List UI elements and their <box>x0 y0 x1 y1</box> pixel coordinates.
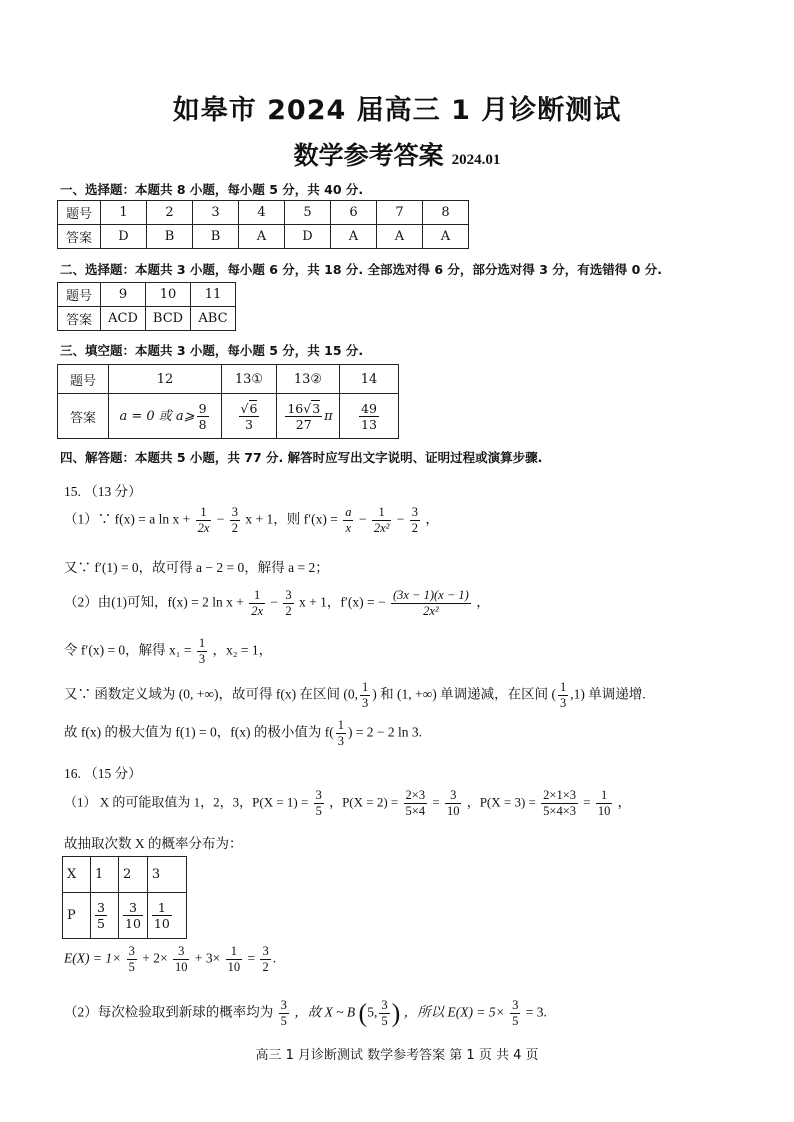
denominator: 10 <box>153 916 170 931</box>
numerator: 3 <box>173 944 190 960</box>
answer-cell: A <box>377 225 423 249</box>
question-number: 9 <box>101 283 146 307</box>
fraction <box>123 900 143 931</box>
table-row <box>58 201 469 225</box>
section-2-heading: 二、选择题：本题共 3 小题，每小题 6 分，共 18 分. 全部选对得 6 分，部分选对得 3 分，有选错得 0 分. <box>60 262 662 277</box>
fraction <box>445 788 462 819</box>
text: = 3. <box>525 1004 547 1020</box>
denominator: 2x² <box>373 521 390 535</box>
radicand: 3 <box>312 400 321 416</box>
q16-line-2: 故抽取次数 X 的概率分布为： <box>64 836 243 851</box>
denominator: 10 <box>227 960 241 974</box>
section-3-answer-table <box>57 364 399 439</box>
row-label: 答案 <box>58 394 109 439</box>
denominator: 5 <box>128 960 135 974</box>
table-row <box>58 307 236 331</box>
q16-line-1 <box>64 788 631 819</box>
text: . <box>272 950 277 966</box>
numerator: 2×1×3 <box>543 788 576 802</box>
fraction <box>379 998 389 1029</box>
table-cell <box>147 893 186 939</box>
question-number: 5 <box>285 201 331 225</box>
q16-line-4 <box>64 998 547 1029</box>
page-title: 如皋市 2024 届高三 1 月诊断测试 <box>172 95 622 126</box>
row-label: 答案 <box>58 307 101 331</box>
numerator: 3 <box>445 788 462 804</box>
text: ) = 2 − 2 ln 3. <box>347 724 423 740</box>
numerator: a <box>345 505 352 519</box>
answer-cell: D <box>285 225 331 249</box>
numerator: 9 <box>198 400 207 416</box>
numerator: 3 <box>123 900 143 916</box>
text: − <box>216 511 225 527</box>
text: = <box>432 794 440 810</box>
table-cell <box>119 893 148 939</box>
denominator: 3 <box>337 734 344 748</box>
q15-label: 15. （13 分） <box>64 484 142 499</box>
numerator: 16√3 <box>287 400 321 416</box>
fraction <box>95 900 107 931</box>
pi-symbol: π <box>324 408 333 424</box>
numerator: 1 <box>361 680 369 694</box>
denominator: 13 <box>361 416 377 432</box>
answer-cell: D <box>101 225 147 249</box>
fraction <box>239 401 260 432</box>
section-2-answer-table <box>57 282 236 331</box>
denominator: x <box>345 521 352 535</box>
denominator: 5 <box>315 804 322 818</box>
fraction <box>260 944 270 975</box>
subtitle-text: 数学参考答案 <box>293 141 444 170</box>
numerator: 49 <box>361 400 377 416</box>
q15-line-1 <box>64 505 439 536</box>
table-row <box>58 394 399 439</box>
text: ，所以 E(X) = 5× <box>403 1004 505 1020</box>
question-number: 7 <box>377 201 423 225</box>
question-number: 6 <box>331 201 377 225</box>
question-number: 11 <box>191 283 236 307</box>
q15-line-4 <box>64 636 272 667</box>
table-cell: 2 <box>119 857 148 893</box>
numerator: 3 <box>315 788 322 802</box>
answer-cell: A <box>423 225 469 249</box>
denominator: 2x² <box>423 604 439 618</box>
fraction <box>127 944 137 975</box>
text: 故 f(x) 的极大值为 f(1) = 0，f(x) 的极小值为 f( <box>64 724 334 740</box>
fraction <box>152 900 172 931</box>
table-cell: 1 <box>91 857 119 893</box>
denominator: 8 <box>198 416 207 432</box>
denominator: 2x <box>251 604 264 618</box>
numerator: 1 <box>559 680 567 694</box>
answer-text: a = 0 或 a⩾ <box>119 408 195 424</box>
answer-cell-13a <box>222 394 277 439</box>
q15-line-2: 又∵ f′(1) = 0，故可得 a − 2 = 0，解得 a = 2； <box>64 560 329 575</box>
fraction <box>173 944 190 975</box>
text: ，P(X = 2) = <box>329 794 399 810</box>
denominator: 2 <box>411 521 418 535</box>
text: ， <box>425 511 439 527</box>
text: − <box>396 511 405 527</box>
text: ,1) 单调递增. <box>570 686 646 702</box>
numerator: (3x − 1)(x − 1) <box>392 588 469 602</box>
table-row <box>58 365 399 394</box>
answer-cell: A <box>331 225 377 249</box>
right-paren: ) <box>391 998 401 1028</box>
fraction <box>196 505 212 536</box>
question-number: 8 <box>423 201 469 225</box>
fraction <box>404 788 428 819</box>
denominator: 5×4 <box>405 804 426 818</box>
table-cell: P <box>63 893 91 939</box>
denominator: 2x <box>197 521 210 535</box>
fraction <box>230 505 240 536</box>
numerator: 3 <box>97 900 105 915</box>
text: ，故 X ~ B <box>294 1004 356 1020</box>
answer-cell: A <box>239 225 285 249</box>
answer-cell: B <box>193 225 239 249</box>
text: （2）每次检验取到新球的概率均为 <box>64 1004 274 1020</box>
text: = <box>583 794 591 810</box>
denominator: 5×4×3 <box>543 804 576 818</box>
text: x + 1，则 f′(x) = <box>245 511 338 527</box>
numerator: 3 <box>128 944 135 958</box>
question-number: 2 <box>147 201 193 225</box>
denominator: 2 <box>262 960 269 974</box>
fraction <box>249 588 265 619</box>
fraction <box>343 505 353 536</box>
table-row <box>58 225 469 249</box>
text: （2）由(1)可知，f(x) = 2 ln x + <box>64 594 244 610</box>
q16-expectation <box>64 944 276 975</box>
text: = <box>247 950 256 966</box>
answer-cell-13b <box>277 394 340 439</box>
table-cell: 3 <box>147 857 186 893</box>
page-subtitle <box>0 136 794 172</box>
text: 5, <box>367 1004 378 1020</box>
text: ， <box>476 594 490 610</box>
fraction <box>360 680 370 711</box>
question-number: 3 <box>193 201 239 225</box>
numerator: 1 <box>226 944 243 960</box>
denominator: 27 <box>295 416 312 432</box>
fraction <box>391 588 471 619</box>
question-number: 10 <box>146 283 191 307</box>
denominator: 10 <box>174 960 188 974</box>
text: + 3× <box>194 950 221 966</box>
numerator: 1 <box>152 900 172 916</box>
row-label: 题号 <box>58 283 101 307</box>
page-footer: 高三 1 月诊断测试 数学参考答案 第 1 页 共 4 页 <box>255 1048 539 1063</box>
radicand: 6 <box>249 400 258 416</box>
section-1-answer-table <box>57 200 469 249</box>
q16-label: 16. （15 分） <box>64 766 142 781</box>
denominator: 3 <box>245 416 253 432</box>
numerator: 3 <box>411 505 418 519</box>
denominator: 2 <box>285 604 292 618</box>
coefficient: 16 <box>287 400 304 416</box>
numerator: 3 <box>280 998 287 1012</box>
fraction <box>336 718 346 749</box>
denominator: 5 <box>280 1014 287 1028</box>
question-number: 1 <box>101 201 147 225</box>
fraction <box>558 680 568 711</box>
fraction <box>314 788 324 819</box>
answer-cell: ABC <box>191 307 236 331</box>
numerator: 1 <box>337 718 344 732</box>
numerator: 2×3 <box>405 788 426 802</box>
fraction <box>283 588 293 619</box>
text: + 2× <box>142 950 168 966</box>
numerator: 1 <box>596 788 613 804</box>
text: ) 和 (1, +∞) 单调递减，在区间 ( <box>372 686 556 702</box>
question-number: 12 <box>109 365 222 394</box>
q15-line-6 <box>64 718 422 749</box>
document-date: 2024.01 <box>451 152 501 168</box>
section-3-heading: 三、填空题：本题共 3 小题，每小题 5 分，共 15 分. <box>60 343 364 358</box>
numerator: 1 <box>196 505 212 521</box>
q15-line-3 <box>64 588 490 619</box>
text: 令 f′(x) = 0，解得 x₁ = <box>64 642 192 658</box>
denominator: 2 <box>231 521 239 535</box>
text: − <box>270 594 279 610</box>
text: ，P(X = 3) = <box>466 794 536 810</box>
fraction <box>285 401 322 432</box>
fraction <box>410 505 420 536</box>
question-number: 4 <box>239 201 285 225</box>
left-paren: ( <box>358 998 368 1028</box>
table-row <box>63 857 187 893</box>
fraction <box>197 636 207 667</box>
fraction <box>359 401 379 432</box>
denominator: 5 <box>381 1014 388 1028</box>
numerator: 3 <box>231 505 239 519</box>
text: E(X) = 1× <box>64 950 122 966</box>
text: （1） X 的可能取值为 1，2，3，P(X = 1) = <box>64 794 309 810</box>
denominator: 10 <box>125 916 141 931</box>
answer-cell-12 <box>109 394 222 439</box>
numerator: 1 <box>372 505 392 521</box>
numerator: 3 <box>262 944 269 958</box>
numerator: 3 <box>285 588 292 602</box>
section-1-heading: 一、选择题：本题共 8 小题，每小题 5 分，共 40 分. <box>60 182 364 197</box>
fraction <box>279 998 289 1029</box>
denominator: 3 <box>198 652 206 666</box>
denominator: 5 <box>512 1014 519 1028</box>
table-row <box>58 283 236 307</box>
answer-cell: B <box>147 225 193 249</box>
answer-cell: BCD <box>146 307 191 331</box>
row-label: 题号 <box>58 365 109 394</box>
fraction <box>226 944 243 975</box>
answer-cell: ACD <box>101 307 146 331</box>
row-label: 题号 <box>58 201 101 225</box>
denominator: 10 <box>446 804 460 818</box>
table-cell <box>91 893 119 939</box>
denominator: 3 <box>559 696 567 710</box>
numerator: 3 <box>381 998 388 1012</box>
text: 又∵ 函数定义域为 (0, +∞)，故可得 f(x) 在区间 (0, <box>64 686 358 702</box>
numerator: √6 <box>240 400 258 416</box>
text: − <box>358 511 367 527</box>
numerator: 1 <box>198 636 206 650</box>
answer-cell-14 <box>340 394 399 439</box>
table-row <box>63 893 187 939</box>
numerator: 3 <box>512 998 519 1012</box>
question-number: 13① <box>222 365 277 394</box>
numerator: 1 <box>249 588 265 604</box>
text: ， <box>617 794 631 810</box>
question-number: 14 <box>340 365 399 394</box>
denominator: 10 <box>597 804 611 818</box>
q15-line-5 <box>64 680 646 711</box>
fraction <box>541 788 578 819</box>
fraction <box>510 998 520 1029</box>
section-4-heading: 四、解答题：本题共 5 小题，共 77 分. 解答时应写出文字说明、证明过程或演算步骤. <box>60 450 543 465</box>
question-number: 13② <box>277 365 340 394</box>
text: （1）∵ f(x) = a ln x + <box>64 511 191 527</box>
denominator: 5 <box>97 916 105 931</box>
fraction <box>197 401 209 432</box>
table-cell: X <box>63 857 91 893</box>
text: x + 1，f′(x) = − <box>299 594 386 610</box>
denominator: 3 <box>361 696 369 710</box>
fraction <box>372 505 392 536</box>
text: ，x₂ = 1， <box>212 642 273 658</box>
fraction <box>596 788 613 819</box>
row-label: 答案 <box>58 225 101 249</box>
probability-distribution-table <box>62 856 187 939</box>
